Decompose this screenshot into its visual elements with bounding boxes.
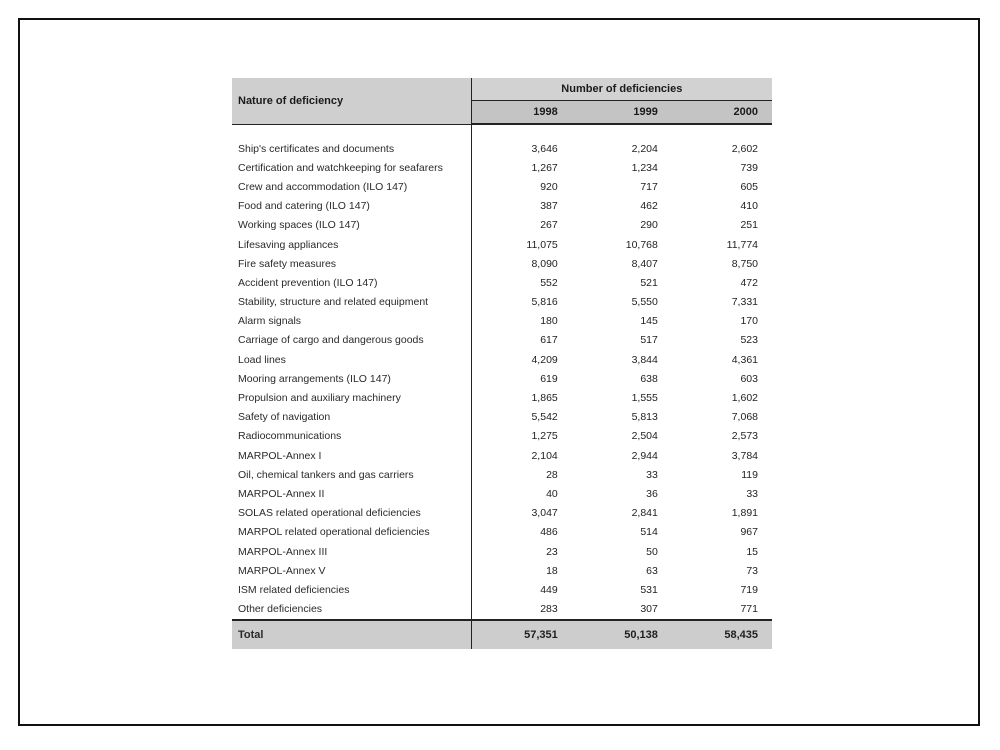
- deficiency-count: 63: [646, 564, 658, 577]
- deficiency-count: 307: [640, 603, 658, 616]
- table-row: [232, 139, 772, 158]
- deficiency-label: Carriage of cargo and dangerous goods: [238, 334, 424, 347]
- deficiency-count: 3,844: [631, 353, 658, 366]
- total-value: 58,435: [672, 620, 772, 649]
- deficiency-count: 5,550: [631, 296, 658, 309]
- deficiency-label: Mooring arrangements (ILO 147): [238, 372, 391, 385]
- table-row: [232, 273, 772, 292]
- deficiency-label: Certification and watchkeeping for seafarers: [238, 161, 443, 174]
- deficiency-count: 920: [471, 177, 572, 196]
- table-row: [232, 542, 772, 561]
- deficiency-count: 4,361: [731, 353, 758, 366]
- deficiency-count: 23: [471, 542, 572, 561]
- deficiency-count: 410: [740, 200, 758, 213]
- deficiency-label: Crew and accommodation (ILO 147): [238, 180, 408, 193]
- deficiency-label: Load lines: [238, 353, 286, 366]
- deficiency-label: Oil, chemical tankers and gas carriers: [238, 468, 414, 481]
- table-row: [232, 369, 772, 388]
- total-label: Total: [232, 620, 471, 649]
- table-row: [232, 235, 772, 254]
- nature-of-deficiency-header: Nature of deficiency: [232, 78, 471, 124]
- deficiency-count: 3,784: [731, 449, 758, 462]
- deficiency-count: 552: [471, 273, 572, 292]
- deficiency-count: 8,407: [631, 257, 658, 270]
- document-frame: [18, 18, 980, 726]
- deficiency-count: 33: [746, 487, 758, 500]
- deficiency-label: Radiocommunications: [238, 430, 342, 443]
- deficiency-count: 15: [746, 545, 758, 558]
- deficiency-count: 2,841: [631, 507, 658, 520]
- deficiency-count: 7,068: [731, 411, 758, 424]
- spacer-cell: [232, 124, 471, 139]
- deficiency-count: 531: [640, 583, 658, 596]
- deficiency-count: 462: [640, 200, 658, 213]
- deficiency-count: 283: [471, 600, 572, 620]
- deficiency-count: 251: [740, 219, 758, 232]
- deficiency-count: 2,504: [631, 430, 658, 443]
- deficiency-count: 2,204: [631, 142, 658, 155]
- deficiency-count: 73: [746, 564, 758, 577]
- deficiency-count: 28: [471, 465, 572, 484]
- deficiency-count: 267: [471, 216, 572, 235]
- table-row: [232, 350, 772, 369]
- deficiency-count: 521: [640, 276, 658, 289]
- table-row: [232, 446, 772, 465]
- year-header: 1998: [471, 101, 572, 125]
- deficiency-count: 50: [646, 545, 658, 558]
- header-spacer-row: [232, 124, 772, 139]
- total-value: 57,351: [471, 620, 572, 649]
- deficiency-label: Alarm signals: [238, 315, 302, 328]
- year-header: 1999: [572, 101, 672, 125]
- deficiency-count: 2,573: [731, 430, 758, 443]
- deficiency-count: 5,542: [471, 408, 572, 427]
- deficiency-count: 717: [640, 180, 658, 193]
- deficiency-count: 617: [471, 331, 572, 350]
- deficiency-label: Ship's certificates and documents: [238, 142, 395, 155]
- deficiency-label: Accident prevention (ILO 147): [238, 276, 378, 289]
- deficiency-count: 290: [640, 219, 658, 232]
- deficiency-label: SOLAS related operational deficiencies: [238, 507, 421, 520]
- table-row: [232, 331, 772, 350]
- deficiency-count: 967: [740, 526, 758, 539]
- total-row: [232, 620, 772, 649]
- deficiency-label: ISM related deficiencies: [238, 583, 350, 596]
- deficiency-count: 2,944: [631, 449, 658, 462]
- table-row: [232, 580, 772, 599]
- deficiency-count: 1,891: [731, 507, 758, 520]
- deficiency-count: 170: [740, 315, 758, 328]
- deficiency-label: MARPOL-Annex II: [238, 487, 325, 500]
- deficiency-label: Other deficiencies: [238, 603, 323, 616]
- table-row: [232, 312, 772, 331]
- deficiency-count: 3,646: [471, 139, 572, 158]
- deficiency-count: 472: [740, 276, 758, 289]
- table-row: [232, 504, 772, 523]
- deficiency-count: 5,813: [631, 411, 658, 424]
- deficiency-label: MARPOL-Annex V: [238, 564, 326, 577]
- table-row: [232, 177, 772, 196]
- deficiency-count: 11,774: [726, 238, 758, 251]
- deficiency-label: Safety of navigation: [238, 411, 331, 424]
- table-row: [232, 427, 772, 446]
- table-row: [232, 254, 772, 273]
- deficiency-label: Food and catering (ILO 147): [238, 200, 370, 213]
- deficiency-count: 8,090: [471, 254, 572, 273]
- year-header: 2000: [672, 101, 772, 125]
- number-of-deficiencies-header: Number of deficiencies: [471, 78, 772, 101]
- table-row: [232, 523, 772, 542]
- deficiency-table-sheet: [232, 78, 772, 678]
- deficiency-count: 603: [740, 372, 758, 385]
- table-row: [232, 408, 772, 427]
- deficiency-count: 180: [471, 312, 572, 331]
- deficiency-count: 1,267: [471, 158, 572, 177]
- deficiency-count: 1,234: [631, 161, 658, 174]
- deficiency-count: 517: [640, 334, 658, 347]
- table-row: [232, 600, 772, 620]
- total-value: 50,138: [572, 620, 672, 649]
- deficiency-label: Lifesaving appliances: [238, 238, 339, 251]
- deficiency-count: 2,104: [471, 446, 572, 465]
- deficiency-count: 449: [471, 580, 572, 599]
- deficiency-count: 7,331: [731, 296, 758, 309]
- deficiency-count: 719: [740, 583, 758, 596]
- deficiency-count: 638: [640, 372, 658, 385]
- deficiency-label: MARPOL-Annex III: [238, 545, 328, 558]
- deficiency-count: 739: [740, 161, 758, 174]
- table-row: [232, 197, 772, 216]
- deficiency-count: 1,275: [471, 427, 572, 446]
- deficiency-count: 1,555: [631, 392, 658, 405]
- deficiency-label: Stability, structure and related equipment: [238, 296, 429, 309]
- table-body: [232, 124, 772, 620]
- table-row: [232, 293, 772, 312]
- deficiency-count: 8,750: [731, 257, 758, 270]
- deficiency-count: 145: [640, 315, 658, 328]
- deficiency-count: 771: [740, 603, 758, 616]
- table-row: [232, 216, 772, 235]
- deficiency-count: 10,768: [625, 238, 658, 251]
- table-row: [232, 465, 772, 484]
- deficiency-count: 1,602: [731, 392, 758, 405]
- deficiency-count: 523: [740, 334, 758, 347]
- spacer-cell: [572, 124, 672, 139]
- deficiency-count: 33: [646, 468, 658, 481]
- deficiency-count: 119: [741, 468, 758, 481]
- table-header-group-row: [232, 78, 772, 101]
- deficiency-count: 5,816: [471, 293, 572, 312]
- deficiency-count: 3,047: [471, 504, 572, 523]
- deficiency-count: 1,865: [471, 388, 572, 407]
- deficiency-count: 18: [471, 561, 572, 580]
- spacer-cell: [672, 124, 772, 139]
- table-row: [232, 388, 772, 407]
- deficiency-label: MARPOL-Annex I: [238, 449, 322, 462]
- deficiency-count: 40: [471, 484, 572, 503]
- deficiency-table: [232, 78, 772, 649]
- deficiency-count: 4,209: [471, 350, 572, 369]
- deficiency-count: 36: [646, 487, 658, 500]
- deficiency-count: 387: [471, 197, 572, 216]
- deficiency-count: 2,602: [731, 142, 758, 155]
- table-row: [232, 484, 772, 503]
- deficiency-count: 11,075: [471, 235, 572, 254]
- deficiency-label: Fire safety measures: [238, 257, 337, 270]
- deficiency-label: Propulsion and auxiliary machinery: [238, 392, 401, 405]
- spacer-cell: [471, 124, 572, 139]
- deficiency-label: MARPOL related operational deficiencies: [238, 526, 430, 539]
- deficiency-count: 619: [471, 369, 572, 388]
- deficiency-label: Working spaces (ILO 147): [238, 219, 360, 232]
- deficiency-count: 486: [471, 523, 572, 542]
- table-row: [232, 158, 772, 177]
- deficiency-count: 605: [740, 180, 758, 193]
- deficiency-count: 514: [640, 526, 658, 539]
- table-row: [232, 561, 772, 580]
